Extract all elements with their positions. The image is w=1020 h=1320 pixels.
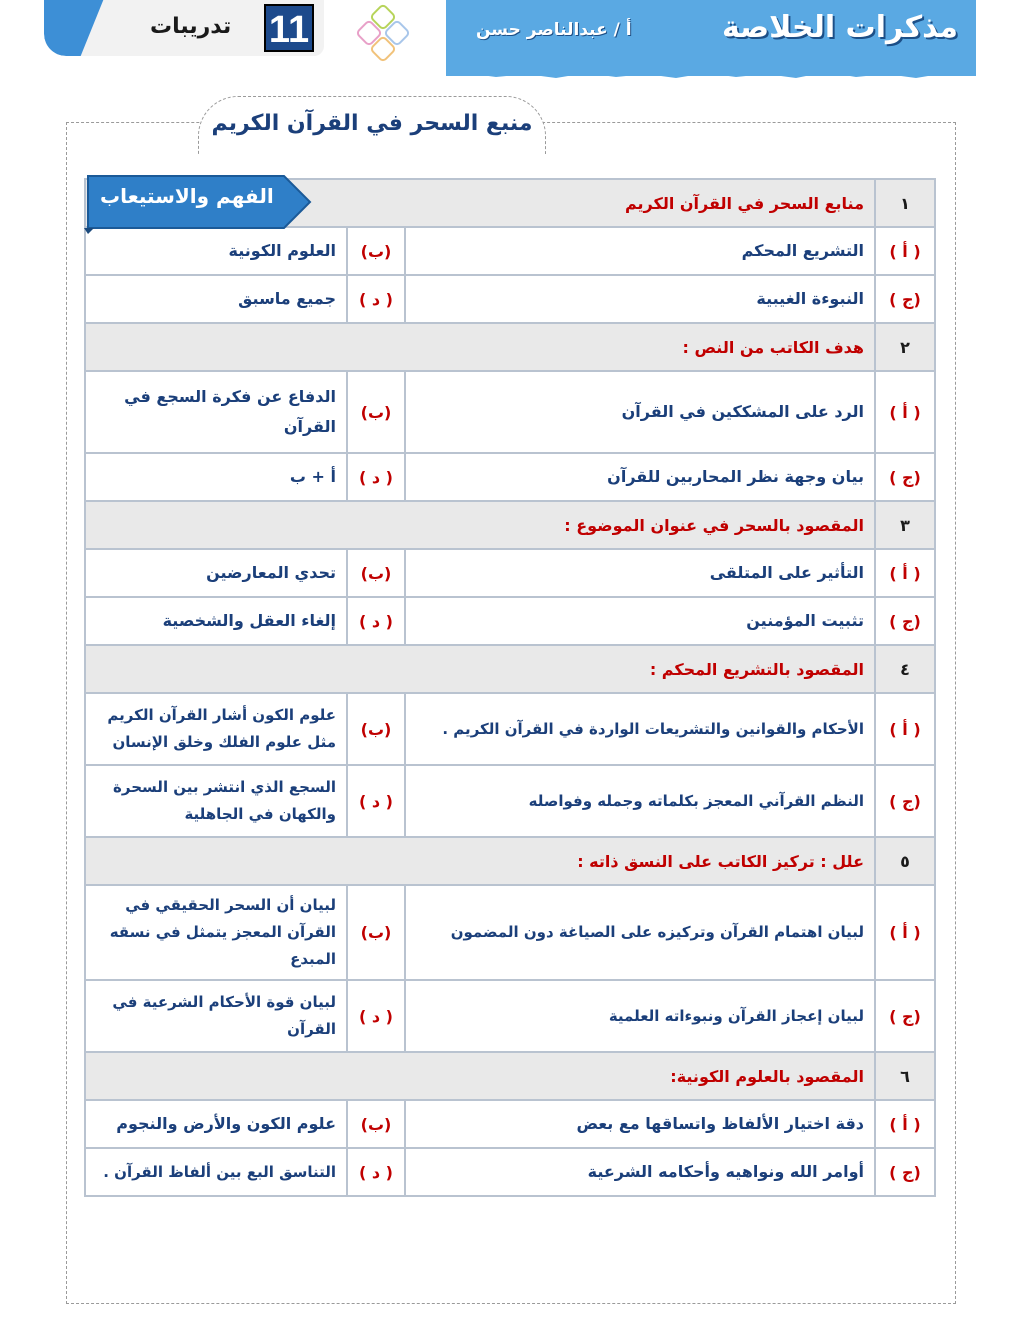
question-text: المقصود بالسحر في عنوان الموضوع : [85, 501, 875, 549]
option-text[interactable]: لبيان اهتمام القرآن وتركيزه على الصياغة دون المضمون [405, 885, 875, 980]
option-letter: ( د ) [347, 275, 405, 323]
ornament-icon [348, 4, 420, 64]
option-letter: (ب) [347, 1100, 405, 1148]
question-row [85, 323, 935, 371]
option-text[interactable]: التشريع المحكم [405, 227, 875, 275]
question-row [85, 837, 935, 885]
option-letter: (ج ) [875, 980, 935, 1052]
options-row [85, 371, 935, 453]
option-text[interactable]: جميع ماسبق [85, 275, 347, 323]
question-row [85, 1052, 935, 1100]
brand-title: مذكرات الخلاصة [721, 10, 958, 45]
option-text[interactable]: الدفاع عن فكرة السجع في القرآن [85, 371, 347, 453]
option-text[interactable]: العلوم الكونية [85, 227, 347, 275]
option-text[interactable]: أ + ب [85, 453, 347, 501]
options-row [85, 1100, 935, 1148]
option-text[interactable]: علوم الكون أشار القرآن الكريم مثل علوم الفلك وخلق الإنسان [85, 693, 347, 765]
options-row [85, 597, 935, 645]
option-letter: ( أ ) [875, 693, 935, 765]
brand-banner [446, 0, 976, 76]
questions-table [84, 178, 936, 1197]
option-text[interactable]: التناسق البع بين ألفاظ القرآن . [85, 1148, 347, 1196]
option-text[interactable]: النبوءة الغيبية [405, 275, 875, 323]
option-text[interactable]: لبيان إعجاز القرآن ونبوءاته العلمية [405, 980, 875, 1052]
option-letter: (ج ) [875, 1148, 935, 1196]
header-accent-tab [44, 0, 114, 56]
options-row [85, 549, 935, 597]
question-text: المقصود بالعلوم الكونية: [85, 1052, 875, 1100]
option-text[interactable]: إلغاء العقل والشخصية [85, 597, 347, 645]
option-letter: ( أ ) [875, 227, 935, 275]
option-letter: (ب) [347, 549, 405, 597]
question-number: ٣ [875, 501, 935, 549]
ribbon-label: الفهم والاستيعاب [100, 184, 274, 208]
option-letter: ( أ ) [875, 885, 935, 980]
option-text[interactable]: بيان وجهة نظر المحاربين للقرآن [405, 453, 875, 501]
option-text[interactable]: الرد على المشككين في القرآن [405, 371, 875, 453]
lesson-title-tab [198, 96, 546, 154]
option-text[interactable]: علوم الكون والأرض والنجوم [85, 1100, 347, 1148]
option-text[interactable]: دقة اختيار الألفاظ واتساقها مع بعض [405, 1100, 875, 1148]
option-text[interactable]: التأثير على المتلقى [405, 549, 875, 597]
question-row [85, 501, 935, 549]
option-letter: (ج ) [875, 765, 935, 837]
option-letter: (ج ) [875, 453, 935, 501]
author-name: أ / عبدالناصر حسن [476, 20, 632, 40]
option-letter: (ج ) [875, 597, 935, 645]
question-number: ١ [875, 179, 935, 227]
options-row [85, 693, 935, 765]
option-text[interactable]: لبيان أن السحر الحقيقي في القرآن المعجز يتمثل في نسقه المبدع [85, 885, 347, 980]
option-letter: (ب) [347, 371, 405, 453]
section-label: تدريبات [150, 14, 232, 39]
option-letter: ( د ) [347, 1148, 405, 1196]
options-row [85, 453, 935, 501]
question-number: ٤ [875, 645, 935, 693]
option-text[interactable]: الأحكام والقوانين والتشريعات الواردة في القرآن الكريم . [405, 693, 875, 765]
torn-edge [446, 70, 976, 80]
option-letter: (ب) [347, 693, 405, 765]
options-row [85, 227, 935, 275]
option-text[interactable]: النظم القرآني المعجز بكلماته وجمله وفواصله [405, 765, 875, 837]
options-row [85, 765, 935, 837]
option-letter: ( د ) [347, 765, 405, 837]
question-row [85, 645, 935, 693]
option-text[interactable]: أوامر الله ونواهيه وأحكامه الشرعية [405, 1148, 875, 1196]
option-letter: ( أ ) [875, 549, 935, 597]
question-text: علل : تركيز الكاتب على النسق ذاته : [85, 837, 875, 885]
lesson-title: منبع السحر في القرآن الكريم [211, 111, 533, 136]
page-number: 11 [264, 4, 314, 52]
question-number: ٢ [875, 323, 935, 371]
question-text: المقصود بالتشريع المحكم : [85, 645, 875, 693]
option-letter: ( د ) [347, 980, 405, 1052]
option-text[interactable]: السجع الذي انتشر بين السحرة والكهان في الجاهلية [85, 765, 347, 837]
options-row [85, 885, 935, 980]
option-text[interactable]: تحدي المعارضين [85, 549, 347, 597]
option-letter: (ج ) [875, 275, 935, 323]
option-letter: (ب) [347, 227, 405, 275]
option-letter: ( د ) [347, 453, 405, 501]
question-number: ٦ [875, 1052, 935, 1100]
option-text[interactable]: لبيان قوة الأحكام الشرعية في القرآن [85, 980, 347, 1052]
option-letter: (ب) [347, 885, 405, 980]
option-text[interactable]: تثبيت المؤمنين [405, 597, 875, 645]
option-letter: ( د ) [347, 597, 405, 645]
question-number: ٥ [875, 837, 935, 885]
options-row [85, 980, 935, 1052]
options-row [85, 275, 935, 323]
option-letter: ( أ ) [875, 371, 935, 453]
question-text: منابع السحر في القرآن الكريم [85, 179, 875, 227]
question-text: هدف الكاتب من النص : [85, 323, 875, 371]
option-letter: ( أ ) [875, 1100, 935, 1148]
options-row [85, 1148, 935, 1196]
